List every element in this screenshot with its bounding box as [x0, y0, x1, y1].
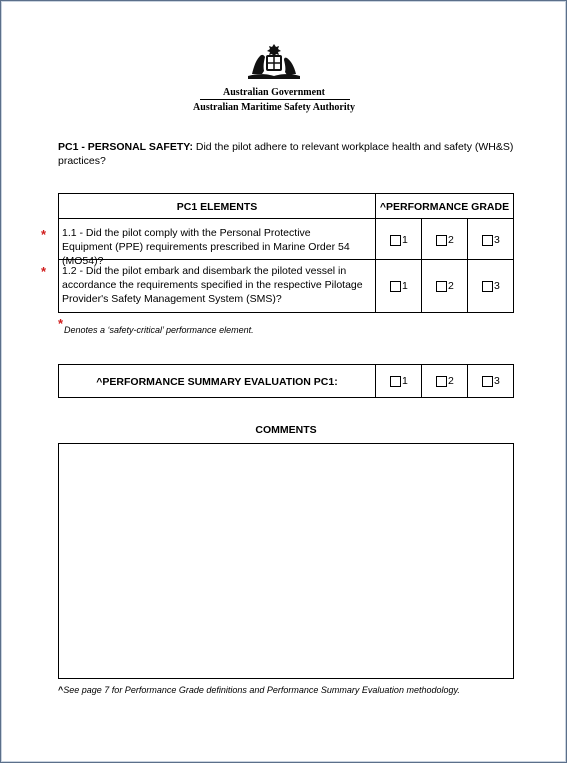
- col-header-elements: PC1 ELEMENTS: [176, 201, 258, 213]
- checkbox-label: 2: [448, 280, 454, 292]
- grade-3-checkbox[interactable]: [482, 280, 500, 292]
- checkbox-label: 2: [448, 375, 454, 387]
- grade-footnote: [58, 685, 460, 695]
- summary-table: [58, 364, 514, 398]
- table-divider: [421, 365, 422, 397]
- safety-critical-star: *: [41, 227, 47, 242]
- checkbox-label: 1: [402, 234, 408, 246]
- elements-table: [58, 193, 514, 313]
- checkbox-label: 3: [494, 280, 500, 292]
- summary-grade-2-checkbox[interactable]: [436, 375, 454, 387]
- table-divider: [421, 218, 422, 312]
- footnote-text: See page 7 for Performance Grade definitions and Performance Summary Evaluation methodology.: [63, 685, 460, 695]
- checkbox-square: [436, 281, 447, 292]
- table-divider: [467, 218, 468, 312]
- summary-label: ^PERFORMANCE SUMMARY EVALUATION PC1:: [96, 376, 338, 388]
- safety-note-text: Denotes a ‘safety-critical’ performance element.: [64, 325, 254, 335]
- question-lead: PC1 - PERSONAL SAFETY:: [58, 141, 193, 153]
- checkbox-square: [390, 281, 401, 292]
- safety-critical-star: *: [41, 264, 47, 279]
- grade-2-checkbox[interactable]: [436, 234, 454, 246]
- checkbox-square: [390, 235, 401, 246]
- element-row-1-text: 1.1 - Did the pilot comply with the Personal Protective Equipment (PPE) requirements prescribed in Marine Order 54 (MO54)?: [62, 227, 350, 267]
- grade-1-checkbox[interactable]: [390, 280, 408, 292]
- checkbox-label: 1: [402, 280, 408, 292]
- checkbox-square: [482, 235, 493, 246]
- summary-grade-3-checkbox[interactable]: [482, 375, 500, 387]
- table-divider: [375, 365, 376, 397]
- government-title: Australian Government: [223, 87, 325, 98]
- footnote-caret: ^: [58, 685, 64, 695]
- grade-3-checkbox[interactable]: [482, 234, 500, 246]
- agency-title: Australian Maritime Safety Authority: [193, 102, 355, 113]
- table-divider: [59, 218, 513, 219]
- question-text: Did the pilot adhere to relevant workplace health and safety (WH&S) practices?: [58, 141, 514, 167]
- col-header-grade: ^PERFORMANCE GRADE: [379, 201, 510, 213]
- table-divider: [467, 365, 468, 397]
- checkbox-square: [436, 376, 447, 387]
- checkbox-square: [390, 376, 401, 387]
- comments-textarea[interactable]: [58, 443, 514, 679]
- grade-1-checkbox[interactable]: [390, 234, 408, 246]
- question-pc1: [58, 140, 518, 168]
- safety-note-star: *: [58, 316, 64, 331]
- grade-2-checkbox[interactable]: [436, 280, 454, 292]
- header-divider: [200, 99, 350, 100]
- element-row-2-text: 1.2 - Did the pilot embark and disembark the piloted vessel in accordance the requirements specified in the respective Pilotage Provider's Safety Management System (SMS)?: [62, 265, 363, 305]
- checkbox-label: 3: [494, 234, 500, 246]
- comments-title: COMMENTS: [255, 424, 317, 436]
- checkbox-square: [436, 235, 447, 246]
- checkbox-square: [482, 281, 493, 292]
- summary-grade-1-checkbox[interactable]: [390, 375, 408, 387]
- checkbox-square: [482, 376, 493, 387]
- coat-of-arms-logo: [244, 42, 304, 82]
- checkbox-label: 1: [402, 375, 408, 387]
- checkbox-label: 2: [448, 234, 454, 246]
- checkbox-label: 3: [494, 375, 500, 387]
